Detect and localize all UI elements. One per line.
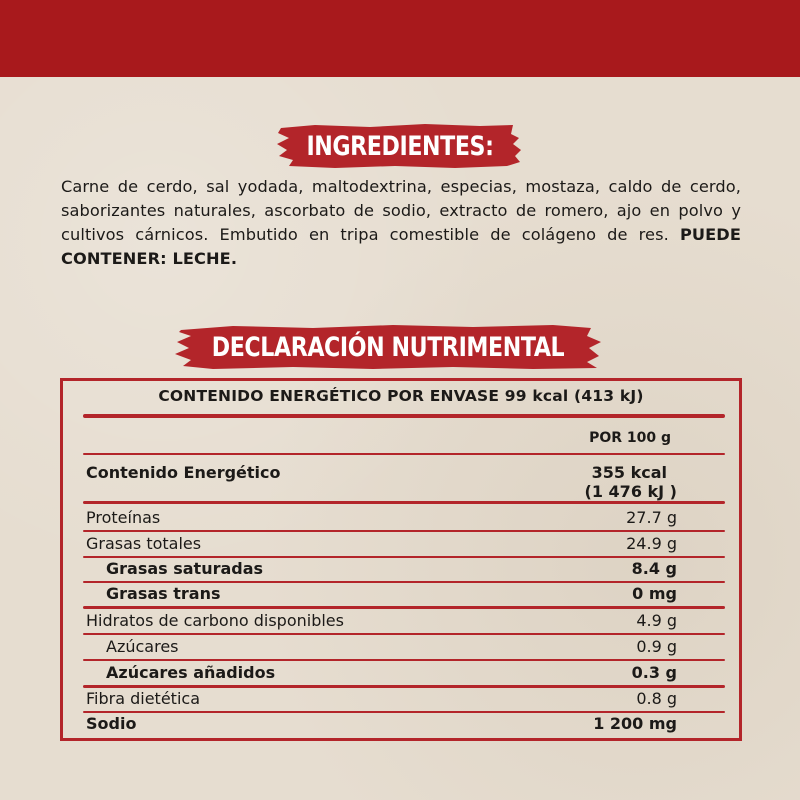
table-divider [83,501,725,504]
energy-label: Contenido Energético [86,463,281,482]
nutrient-value: 24.9 g [626,534,677,553]
nutrient-label: Proteínas [86,508,161,527]
nutrition-table [60,378,742,741]
nutrient-label: Sodio [86,714,137,733]
nutrient-value: 8.4 g [631,559,677,578]
energy-kj: (1 476 kJ ) [584,482,677,501]
nutrient-value: 27.7 g [626,508,677,527]
energy-row [83,461,725,501]
nutrient-label: Grasas saturadas [106,559,264,578]
nutrient-row [83,506,725,530]
nutrient-row [83,661,725,685]
nutrition-title-banner [173,322,603,372]
ingredients-title: INGREDIENTES: [306,130,494,162]
nutrient-label: Grasas totales [86,534,202,553]
per-100g-header: POR 100 g [589,430,671,446]
nutrient-row [83,557,725,581]
nutrient-label: Fibra dietética [86,689,200,708]
ingredients-list: Carne de cerdo, sal yodada, maltodextrina, especias, mostaza, caldo de cerdo, saborizantes naturales, ascorbato de sodio, extracto de romero, ajo en polvo y cultivos cárnicos. Embutido en tripa comestible de colágeno de res. [61,177,741,244]
nutrient-label: Grasas trans [106,584,221,603]
nutrient-value: 0.9 g [636,637,677,656]
nutrient-label: Hidratos de carbono disponibles [86,611,344,630]
nutrient-row [83,532,725,556]
nutrient-label: Azúcares añadidos [106,663,276,682]
allergen-warning: PUEDE CONTENER: LECHE. [61,225,741,268]
energy-kcal: 355 kcal [591,463,667,482]
table-divider [83,414,725,418]
nutrient-row [83,609,725,633]
nutrient-value: 4.9 g [636,611,677,630]
nutrient-value: 0.3 g [631,663,677,682]
ingredients-text-block [61,175,741,271]
nutrient-value: 0.8 g [636,689,677,708]
nutrient-row [83,635,725,659]
nutrient-row [83,687,725,711]
nutrient-label: Azúcares [106,637,179,656]
nutrient-value: 1 200 mg [593,714,677,733]
ingredients-title-banner [275,122,525,170]
energy-per-package: CONTENIDO ENERGÉTICO POR ENVASE 99 kcal (413 kJ) [158,387,644,405]
nutrient-row [83,582,725,606]
nutrition-title: DECLARACIÓN NUTRIMENTAL [211,331,565,363]
top-red-band [0,0,800,77]
table-divider [83,453,725,455]
nutrient-row [83,712,725,736]
nutrient-value: 0 mg [632,584,677,603]
